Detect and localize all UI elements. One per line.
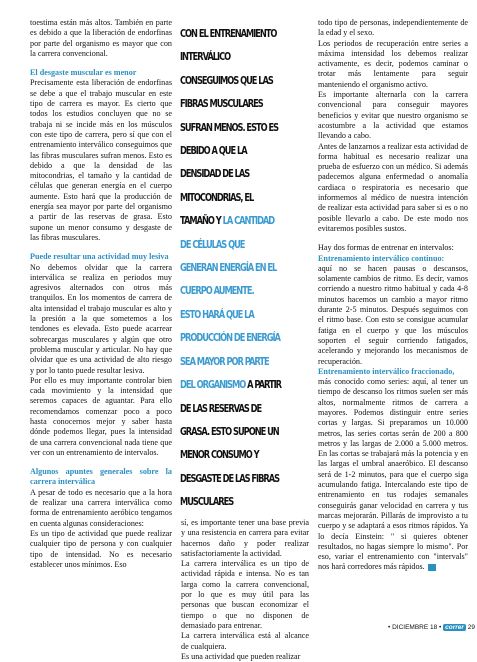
pull-quote-line: CON EL ENTRENAMIENTO [180, 28, 277, 40]
right-paragraph: Los periodos de recuperación entre series a máxima intensidad los debemos realizar activamente, es decir, podemos caminar o trotar más lentamente para seguir manteniendo el organismo activo. [318, 38, 468, 89]
pull-quote-fragment: TAMAÑO Y [180, 215, 221, 228]
pull-quote-line: FIBRAS MUSCULARES [180, 98, 263, 111]
pull-quote-line: PRODUCCIÓN DE ENERGÍA [180, 332, 280, 345]
pull-quote-line: MENOR CONSUMO Y [180, 449, 259, 462]
right-paragraph: aquí no se hacen pausas o descansos, solamente cambios de ritmo. Es decir, vamos corriendo a nuestro ritmo habitual y cada 4-8 minutos hacemos un cambio a mayor ritmo durante 2-5 minutos. Después seguimos con el ritmo base. Con esto se consigue acumular fatiga en el cuerpo y que los músculos soporten el seguir corriendo fatigados, acelerando y mejorando los mecanismos de recuperación. [318, 263, 468, 366]
magazine-logo: correr [445, 624, 464, 631]
middle-paragraph: sí, es importante tener una base previa y una resistencia en carrera para evitar hacernos daño y poder realizar satisfactoriamente la actividad. [181, 518, 309, 558]
pull-quote-line: GRASA. ESTO SUPONE UN [180, 425, 279, 438]
right-paragraph: Antes de lanzarnos a realizar esta actividad de forma habitual es necesario realizar una prueba de esfuerzo con un médico. Si además padecemos alguna enfermedad o anomalía cardiaca o respiratoria es necesario que informemos al médico de nuestra intención de realizar esta actividad para saber si es o no posible llevarlo a cabo. De este modo nos evitaremos posibles sustos. [318, 141, 469, 233]
pull-quote-line: DESGASTE DE LAS FIBRAS [180, 472, 280, 485]
section-heading: El desgaste muscular es menor [30, 68, 137, 78]
right-paragraph: todo tipo de personas, independientemente de la edad y el sexo. [318, 18, 468, 38]
page-number: 29 [467, 624, 475, 631]
pull-quote-line: ESTO HARÁ QUE LA [180, 308, 254, 321]
section-heading: Entrenamiento interválico fraccionado, [318, 366, 455, 376]
left-column [30, 18, 172, 570]
pull-quote-line: INTERVÁLICO [180, 51, 231, 64]
pull-quote-line [180, 210, 281, 233]
pull-quote-highlight: DEL ORGANISMO [180, 379, 246, 392]
pull-quote-line: DENSIDAD DE LAS [180, 168, 250, 181]
pull-quote-line: DE LAS RESERVAS DE [180, 402, 262, 415]
right-paragraph [318, 377, 468, 573]
footer-date: • DICIEMBRE 18 • [388, 624, 442, 631]
pull-quote-line [180, 374, 281, 397]
pull-quote-highlight: LA CANTIDAD [222, 215, 275, 228]
left-paragraph: Es un tipo de actividad que puede realizar cualquier tipo de persona y con cualquier tipo de intensidad. No es necesario establecer unos mínimos. Eso [30, 528, 172, 569]
pull-quote-line: DE CÉLULAS QUE [180, 238, 245, 251]
left-paragraph: toestima están más altos. También en parte es debido a que la liberación de endorfinas por parte del organismo es mayor que con la carrera convencional. [30, 18, 172, 58]
right-column [318, 18, 468, 573]
section-heading: Puede resultar una actividad muy lesiva [30, 252, 169, 262]
pull-quote-fragment: A PARTIR [247, 379, 282, 392]
section-heading: Algunos apuntes generales sobre la carrera interválica [30, 467, 172, 487]
section-heading: Entrenamiento interválico continuo: [318, 253, 445, 263]
middle-column [181, 518, 309, 662]
left-paragraph: Por ello es muy importante controlar bien cada movimiento y la intensidad que seremos capaces de aguantar. Para ello recomendamos comenzar poco a poco hasta conocernos mejor y saber hasta dónde podemos llegar, pues la intensidad de una carrera convencional nada tiene que ver con un entrenamiento de intervalos. [30, 375, 172, 457]
right-paragraph: Hay dos formas de entrenar en intervalos: [318, 243, 454, 253]
middle-paragraph: La carrera interválica es un tipo de actividad rápida e intensa. No es tan larga como la carrera convencional, por lo que es muy útil para las personas que buscan economizar el tiempo o que no disponen de demasiado para entrenar. [181, 559, 309, 630]
middle-paragraph: La carrera interválica está al alcance de cualquiera. [181, 631, 309, 651]
pull-quote-line: SEA MAYOR POR PARTE [180, 355, 269, 368]
pull-quote-line: CONSEGUIMOS QUE LAS [180, 74, 273, 87]
pull-quote-line: CUERPO AUMENTE. [180, 285, 254, 298]
end-mark-icon [428, 564, 436, 571]
left-paragraph: No debemos olvidar que la carrera interválica se realiza en periodos muy agresivos alternados con otros más tranquilos. En los momentos de carrera de alta intensidad el trabajo muscular es alto y la presión a la que sometemos a los tendones es elevada. Esto puede acarrear sobrecargas musculares y algún que otro problema muscular y articular. No hay que olvidar que es una actividad de alto riesgo y por lo tanto puede resultar lesiva. [30, 262, 172, 375]
pull-quote-line: GENERAN ENERGÍA EN EL [180, 262, 277, 275]
pull-quote-line: MITOCONDRIAS, EL [180, 191, 254, 204]
page-footer [388, 624, 475, 631]
left-paragraph: Precisamente esta liberación de endorfinas se debe a que el trabajo muscular en este tipo de carrera es mayor. Es cierto que todos los estudios concluyen que no se trabaja ni se incide más en los músculos con este tipo de carrera, pero sí que con el entrenamiento interválico conseguimos que las fibras musculares sufran menos. Esto es debido a que la densidad de las mitocondrias, el tamaño y la cantidad de células que generan energía en el cuerpo aumente. Esto hará que la producción de energía sea mayor por parte del organismo a partir de las reservas de grasa. Esto supone un menor consumo y desgaste de las fibras musculares. [30, 78, 172, 242]
right-paragraph-text: más conocido como series: aquí, al tener un tiempo de descanso los ritmos suelen ser más altos, normalmente ritmos de carrera a mayores. Podemos distinguir entre series cortas y largas. Si preparamos un 10.000 metros, las series cortas serán de 200 a 800 metros y las largas de 2.000 a 5.000 metros. En las cortas se trabajará más la potencia y en las largas el umbral anaeróbico. El descanso será de 1-2 minutos, para que el cuerpo siga acumulando fatiga. Intercalando este tipo de entrenamiento en tus rodajes semanales conseguirás ganar velocidad en carrera y tus marcas mejorarán. Pillarás de improvisto a tu cuerpo y se adaptará a esos ritmos rápidos. Ya lo decía Einstein: " si quieres obtener resultados, no hagas siempre lo mismo". Por eso, variar el entrenamiento con "intervals" nos hará corredores más rápidos. [318, 377, 468, 572]
right-paragraph: Es importante alternarla con la carrera convencional para conseguir mayores beneficios y evitar que nuestro organismo se acostumbre a la actividad que estamos llevando a cabo. [318, 90, 468, 141]
left-paragraph: A pesar de todo es necesario que a la hora de realizar una carrera interválica como forma de entrenamiento aeróbico tengamos en cuenta algunas consideraciones: [30, 487, 172, 528]
middle-paragraph: Es una actividad que pueden realizar [181, 651, 301, 661]
pull-quote-line: MUSCULARES [180, 496, 234, 509]
pull-quote [180, 23, 310, 515]
pull-quote-line: DEBIDO A QUE LA [180, 145, 247, 158]
pull-quote-line: SUFRAN MENOS. ESTO ES [180, 121, 279, 134]
